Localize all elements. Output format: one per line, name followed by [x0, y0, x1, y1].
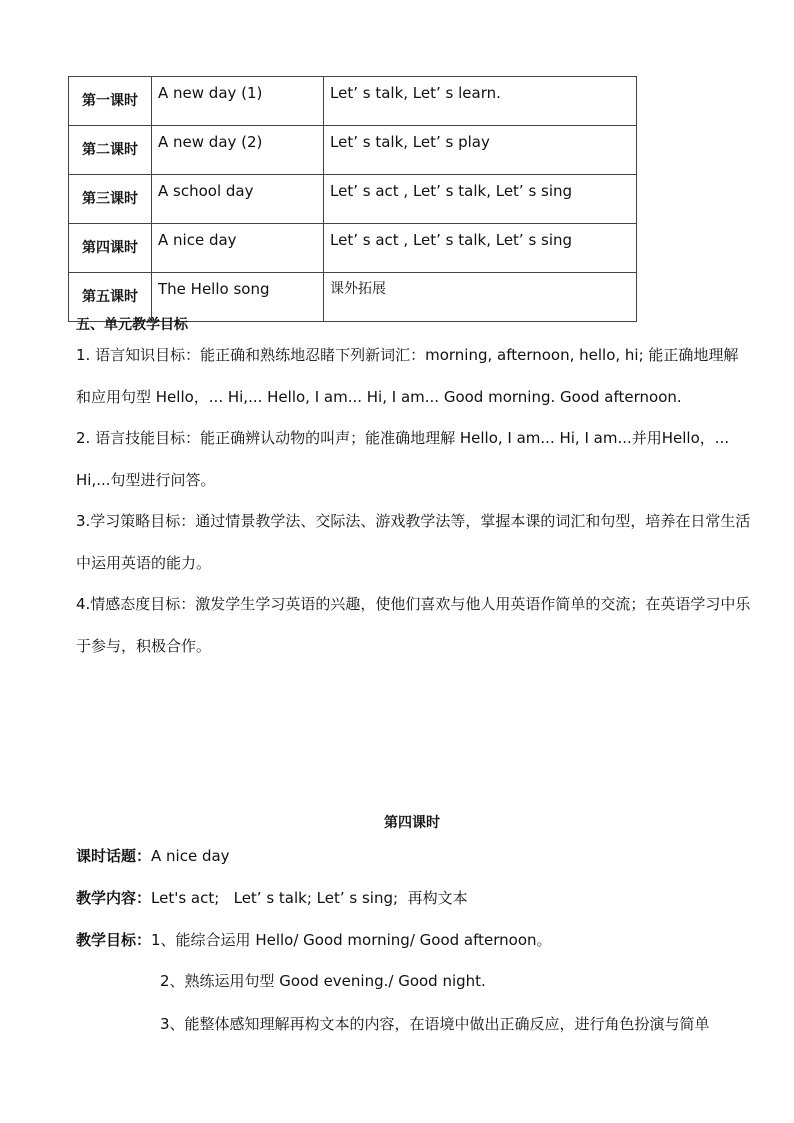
- goal-item-2: 2、熟练运用句型 Good evening./ Good night.: [160, 972, 486, 990]
- lesson-content-cell: 课外拓展: [324, 273, 637, 322]
- lesson-content-cell: Let’ s act , Let’ s talk, Let’ s sing: [324, 175, 637, 224]
- objective-paragraph-knowledge: 1. 语言知识目标：能正确和熟练地忍睹下列新词汇：morning, afternoon, hello, hi; 能正确地理解和应用句型 Hello，... Hi,... Hello, I am... Hi, I am... Good morning. Good afternoon.: [76, 346, 739, 406]
- lesson-number-cell: 第一课时: [69, 77, 152, 126]
- lesson-number-cell: 第五课时: [69, 273, 152, 322]
- lesson-number-cell: 第三课时: [69, 175, 152, 224]
- table-row: [69, 77, 637, 126]
- lesson-title-cell: The Hello song: [152, 273, 324, 322]
- lesson-topic-row: [76, 845, 766, 866]
- lesson-title-cell: A new day (2): [152, 126, 324, 175]
- objective-paragraph-strategy: 3.学习策略目标：通过情景教学法、交际法、游戏教学法等，掌握本课的词汇和句型，培养在日常生活中运用英语的能力。: [76, 512, 751, 572]
- lesson-number-cell: 第二课时: [69, 126, 152, 175]
- lesson-number-cell: 第四课时: [69, 224, 152, 273]
- objective-paragraph-skills: 2. 语言技能目标：能正确辨认动物的叫声；能准确地理解 Hello, I am... Hi, I am...并用Hello，... Hi,...句型进行问答。: [76, 429, 730, 489]
- goal-item-1: 1、能综合运用 Hello/ Good morning/ Good afternoon。: [151, 931, 552, 949]
- goals-label: 教学目标：: [76, 931, 152, 949]
- lesson-content-cell: Let’ s act , Let’ s talk, Let’ s sing: [324, 224, 637, 273]
- lesson-content-cell: Let’ s talk, Let’ s learn.: [324, 77, 637, 126]
- objective-paragraph-attitude: 4.情感态度目标：激发学生学习英语的兴趣，使他们喜欢与他人用英语作简单的交流；在英语学习中乐于参与，积极合作。: [76, 595, 751, 655]
- table-row: [69, 126, 637, 175]
- table-row: [69, 224, 637, 273]
- lesson-goals-row: [76, 929, 766, 950]
- lesson-content-cell: Let’ s talk, Let’ s play: [324, 126, 637, 175]
- lesson-schedule-table: [68, 76, 637, 322]
- content-label: 教学内容：: [76, 889, 152, 907]
- topic-label: 课时话题：: [76, 847, 152, 865]
- lesson-title: 第四课时: [384, 815, 440, 831]
- topic-value: A nice day: [151, 847, 230, 865]
- goal-item-3: 3、能整体感知理解再构文本的内容，在语境中做出正确反应，进行角色扮演与简单: [160, 1015, 710, 1033]
- content-value: Let's act; Let’ s talk; Let’ s sing; 再构文本: [151, 889, 468, 907]
- table-row: [69, 175, 637, 224]
- lesson-content-row: [76, 887, 766, 908]
- section-heading: 五、单元教学目标: [76, 317, 188, 333]
- lesson-title-cell: A new day (1): [152, 77, 324, 126]
- lesson-title-cell: A school day: [152, 175, 324, 224]
- lesson-title-cell: A nice day: [152, 224, 324, 273]
